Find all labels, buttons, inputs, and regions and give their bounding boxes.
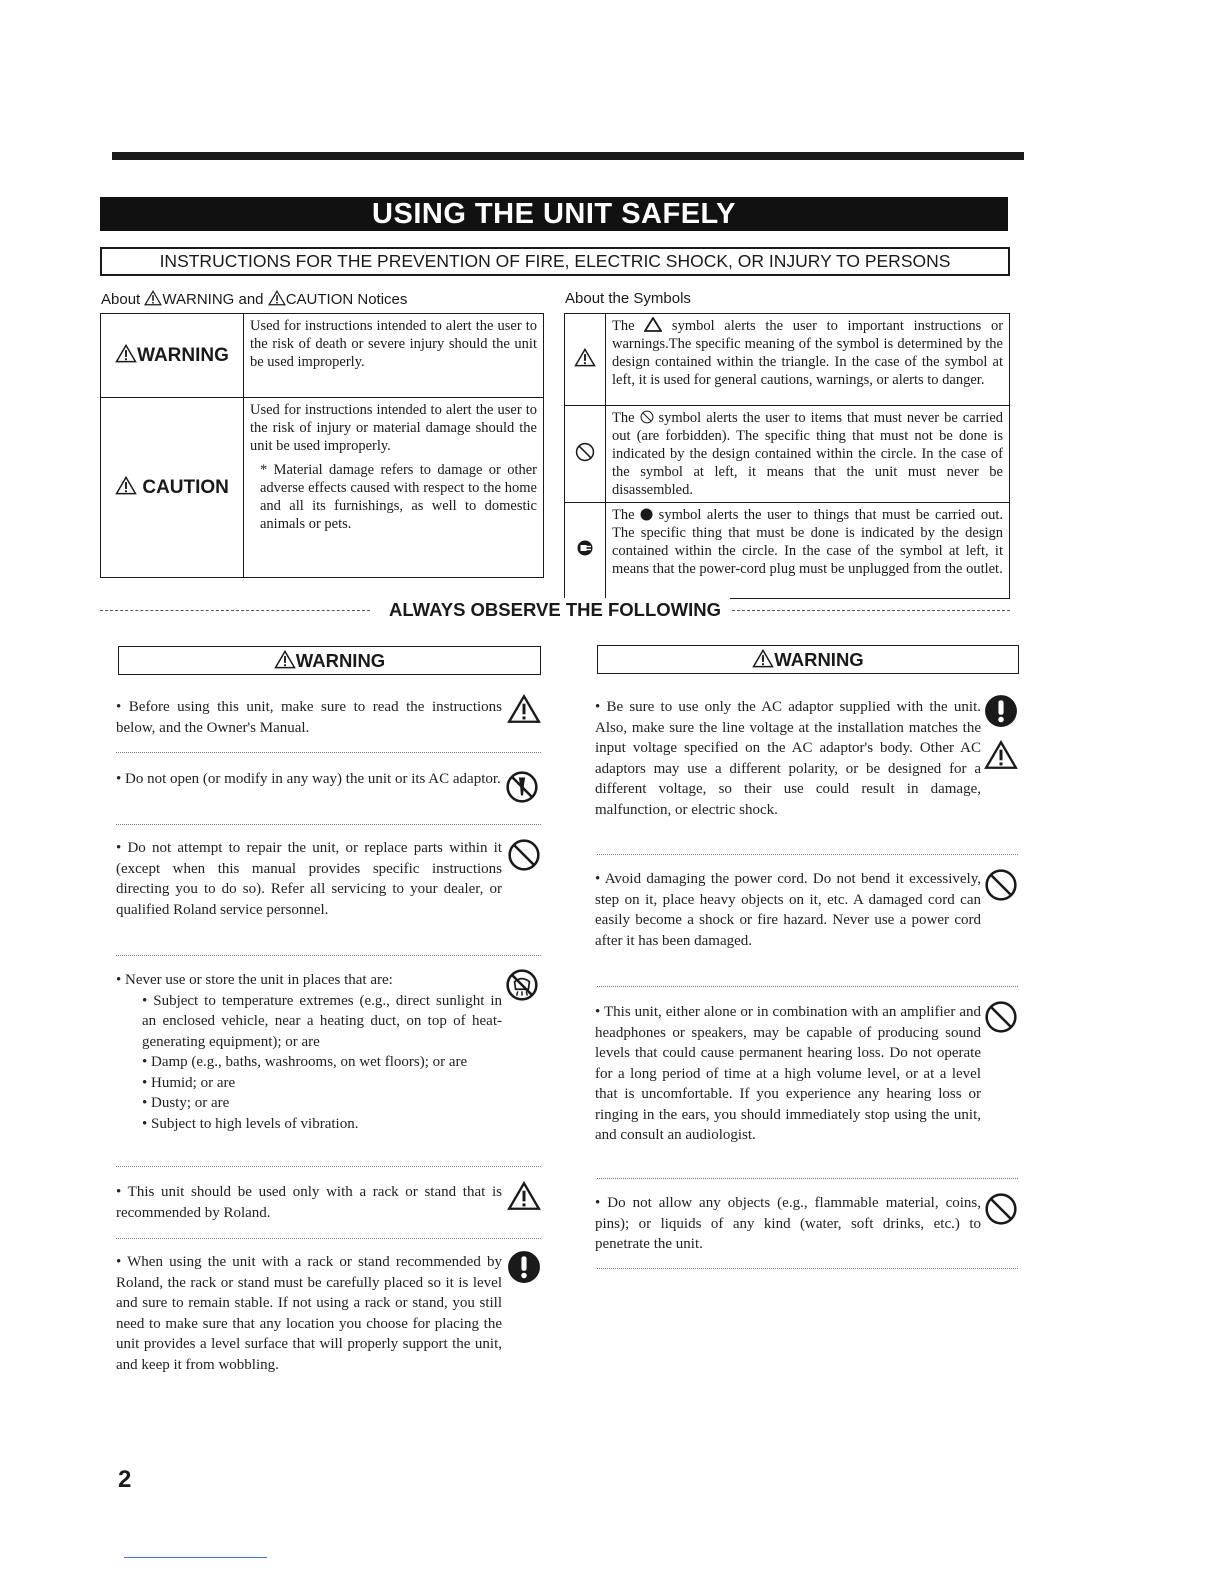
right-warning-header: WARNING [597,645,1019,674]
separator [116,752,541,753]
caution-triangle-icon [268,290,286,306]
bottom-rule [124,1557,267,1558]
warning-triangle-icon [274,650,296,669]
symbol-cell-prohibit [565,406,606,503]
caution-triangle-icon [115,476,137,495]
caution-note: * Material damage refers to damage or other adverse effects caused with respect to the home and all its furnishings, as well to domestic animals or pets. [260,462,537,532]
prohibit-icon [507,838,541,872]
left-subitem: • Subject to high levels of vibration. [142,1115,359,1132]
warning-triangle-icon [507,694,541,724]
top-rule [112,152,1024,160]
symbols-table [564,313,1010,599]
prohibit-icon [984,1000,1018,1034]
left-item-3: • Do not attempt to repair the unit, or replace parts within it (except when this manual provides specific instructions directing you to do so). Refer all servicing to your dealer, or qualified Roland service personnel. [116,840,502,918]
warning-triangle-icon [752,649,774,668]
no-water-icon [505,968,539,1002]
prohibit-icon [984,868,1018,902]
separator [597,1268,1018,1269]
left-subitem: • Subject to temperature extremes (e.g., direct sunlight in an enclosed vehicle, near a heating duct, on top of heat-generating equipment); or are [142,992,502,1050]
right-item-1: • Be sure to use only the AC adaptor supplied with the unit. Also, make sure the line voltage at the installation matches the input voltage specified on the AC adaptor's body. Other AC adaptors may use a different polarity, or be designed for a different voltage, so their use could result in damage, malfunction, or electric shock. [595,699,981,818]
left-item-4-text: • Never use or store the unit in places that are: [116,972,393,988]
symbol-prohibit-description: The symbol alerts the user to items that must never be carried out (are forbidden). The specific thing that must not be done is indicated by the design contained within the circle. In the case of the symbol at left, it means that the unit must never be disassembled. [606,406,1010,503]
symbol-triangle-description: The symbol alerts the user to important instructions or warnings.The specific meaning of the symbol is determined by the design contained within the triangle. In the case of the symbol at left, it is used for general cautions, warnings, or alerts to danger. [606,314,1010,406]
always-observe-heading: ALWAYS OBSERVE THE FOLLOWING [380,598,730,622]
prohibit-icon [984,1192,1018,1226]
left-subitem: • Damp (e.g., baths, washrooms, on wet floors); or are [142,1054,468,1070]
separator [597,986,1018,987]
mandatory-action-icon [507,1250,541,1284]
separator [116,1238,541,1239]
caution-description [244,398,544,578]
page-title: USING THE UNIT SAFELY [100,197,1008,231]
left-subitem: • Humid; or are [142,1074,236,1091]
separator [116,1166,541,1167]
separator [116,824,541,825]
warning-triangle-icon [144,290,162,306]
notices-table [100,313,544,578]
left-subitem: • Dusty; or are [142,1095,230,1111]
triangle-icon [644,317,662,332]
symbol-cell-triangle [565,314,606,406]
warning-triangle-icon [574,348,596,367]
warning-triangle-icon [984,740,1018,770]
left-item-4 [116,970,502,1134]
mandatory-action-icon [984,694,1018,728]
dashed-rule-left [100,610,370,611]
caution-text: Used for instructions intended to alert the user to the risk of injury or material damage should the unit be used improperly. [250,402,537,454]
left-item-1: • Before using this unit, make sure to read the instructions below, and the Owner's Manual. [116,699,502,736]
right-item-2: • Avoid damaging the power cord. Do not bend it excessively, step on it, place heavy objects on it, etc. A damaged cord can easily become a shock or fire hazard. Never use a power cord after it has been damaged. [595,871,981,949]
left-item-5: • This unit should be used only with a rack or stand that is recommended by Roland. [116,1184,502,1221]
separator [597,1178,1018,1179]
left-warning-header: WARNING [118,646,541,675]
warning-triangle-icon [115,344,137,363]
symbol-cell-unplug [565,503,606,599]
unplug-icon [573,536,597,560]
left-item-6: • When using the unit with a rack or stand recommended by Roland, the rack or stand must be carefully placed so it is level and sure to remain stable. If not using a rack or stand, you still need to make sure that any location you choose for placing the unit provides a level surface that will properly support the unit, and keep it from wobbling. [116,1254,502,1373]
page-subtitle: INSTRUCTIONS FOR THE PREVENTION OF FIRE, ELECTRIC SHOCK, OR INJURY TO PERSONS [100,247,1010,276]
warning-label-cell: WARNING [101,314,244,398]
left-item-2: • Do not open (or modify in any way) the unit or its AC adaptor. [116,771,501,787]
separator [116,955,541,956]
right-item-4: • Do not allow any objects (e.g., flammable material, coins, pins); or liquids of any kind (water, soft drinks, etc.) to penetrate the unit. [595,1195,981,1252]
prohibit-icon [575,442,595,462]
warning-description: Used for instructions intended to alert the user to the risk of death or severe injury should the unit be used improperly. [244,314,544,398]
symbol-mandatory-description: The symbol alerts the user to things that must be carried out. The specific thing that must be done is indicated by the design contained within the circle. In the case of the symbol at left, it means that the power-cord plug must be unplugged from the outlet. [606,503,1010,599]
page-number: 2 [118,1466,132,1493]
separator [597,854,1018,855]
symbols-heading: About the Symbols [565,290,691,307]
filled-circle-icon [640,508,653,521]
caution-label-cell: CAUTION [101,398,244,578]
always-observe-row [100,598,1010,622]
notices-heading: About WARNING and CAUTION Notices [101,291,408,308]
warning-triangle-icon [507,1181,541,1211]
dashed-rule-right [732,610,1010,611]
right-item-3: • This unit, either alone or in combination with an amplifier and headphones or speakers, may be capable of producing sound levels that could cause permanent hearing loss. Do not operate for a long period of time at a high volume level, or at a level that is uncomfortable. If you experience any hearing loss or ringing in the ears, you should immediately stop using the unit, and consult an audiologist. [595,1004,981,1143]
prohibit-icon [640,410,654,424]
no-disassemble-icon [505,770,539,804]
